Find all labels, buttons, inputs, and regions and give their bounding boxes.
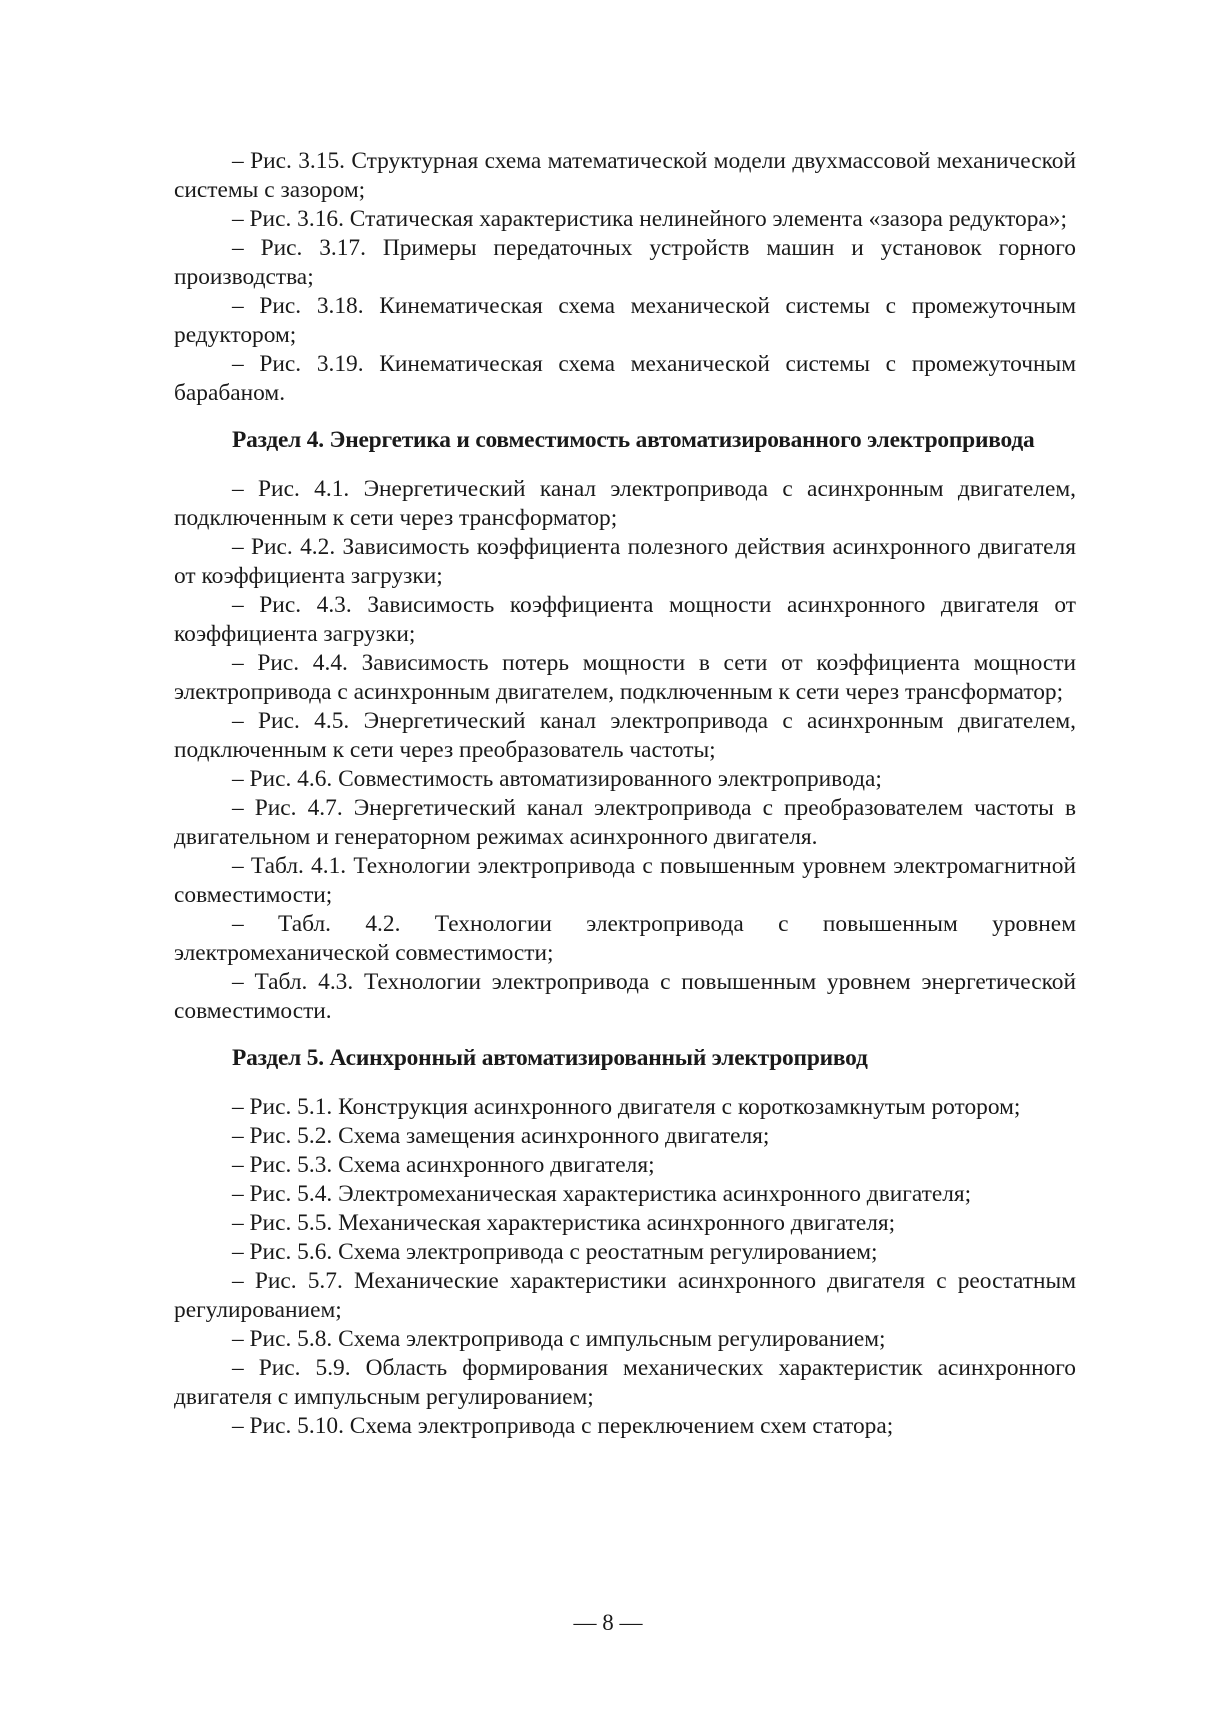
page-number: — 8 — [573, 1610, 643, 1635]
list-item: – Рис. 4.6. Совместимость автоматизированного электропривода; [232, 766, 882, 792]
list-item: – Рис. 4.4. Зависимость потерь мощности в сети от коэффициента мощности электропривода с асинхронным двигателем, подключенным к сети через трансформатор; [174, 650, 1076, 705]
list-item: – Рис. 3.16. Статическая характеристика нелинейного элемента «зазора редуктора»; [232, 206, 1068, 232]
list-item: – Рис. 4.7. Энергетический канал электропривода с преобразователем частоты в двигательном и генераторном режимах асинхронного двигателя. [174, 795, 1076, 850]
list-item: – Рис. 4.1. Энергетический канал электропривода с асинхронным двигателем, подключенным к сети через трансформатор; [174, 476, 1076, 531]
list-item: – Рис. 5.8. Схема электропривода с импульсным регулированием; [232, 1326, 886, 1352]
list-item: – Рис. 4.2. Зависимость коэффициента полезного действия асинхронного двигателя от коэффициента загрузки; [174, 534, 1076, 589]
list-item: – Табл. 4.2. Технологии электропривода с повышенным уровнем электромеханической совместимости; [174, 911, 1076, 966]
list-item: – Рис. 4.5. Энергетический канал электропривода с асинхронным двигателем, подключенным к сети через преобразователь частоты; [174, 708, 1076, 763]
list-item: – Рис. 3.17. Примеры передаточных устройств машин и установок горного производства; [174, 235, 1076, 290]
list-item: – Рис. 5.10. Схема электропривода с переключением схем статора; [232, 1413, 894, 1439]
list-item: – Рис. 5.9. Область формирования механических характеристик асинхронного двигателя с импульсным регулированием; [174, 1355, 1076, 1410]
section-5-list [174, 1093, 1076, 1441]
list-item: – Рис. 5.6. Схема электропривода с реостатным регулированием; [232, 1239, 878, 1265]
page-body [174, 147, 1076, 1441]
list-item: – Рис. 5.2. Схема замещения асинхронного двигателя; [232, 1123, 770, 1149]
list-item: – Рис. 5.7. Механические характеристики асинхронного двигателя с реостатным регулированием; [174, 1268, 1076, 1323]
list-item: – Рис. 5.4. Электромеханическая характеристика асинхронного двигателя; [232, 1181, 972, 1207]
list-item: – Рис. 5.3. Схема асинхронного двигателя; [232, 1152, 655, 1178]
list-item: – Рис. 3.15. Структурная схема математической модели двухмассовой механической системы с зазором; [174, 148, 1076, 203]
list-item: – Рис. 5.1. Конструкция асинхронного двигателя с короткозамкнутым ротором; [232, 1094, 1021, 1120]
list-item: – Рис. 4.3. Зависимость коэффициента мощности асинхронного двигателя от коэффициента загрузки; [174, 592, 1076, 647]
list-item: – Рис. 3.18. Кинематическая схема механической системы с промежуточным редуктором; [174, 293, 1076, 348]
list-item: – Рис. 5.5. Механическая характеристика асинхронного двигателя; [232, 1210, 896, 1236]
section-3-list [174, 147, 1076, 408]
section-5-heading: Раздел 5. Асинхронный автоматизированный электропривод [232, 1045, 868, 1071]
list-item: – Табл. 4.3. Технологии электропривода с повышенным уровнем энергетической совместимости. [174, 969, 1076, 1024]
list-item: – Рис. 3.19. Кинематическая схема механической системы с промежуточным барабаном. [174, 351, 1076, 406]
section-4-list [174, 475, 1076, 1026]
section-4-heading: Раздел 4. Энергетика и совместимость автоматизированного электропривода [232, 427, 1035, 453]
list-item: – Табл. 4.1. Технологии электропривода с повышенным уровнем электромагнитной совместимости; [174, 853, 1076, 908]
